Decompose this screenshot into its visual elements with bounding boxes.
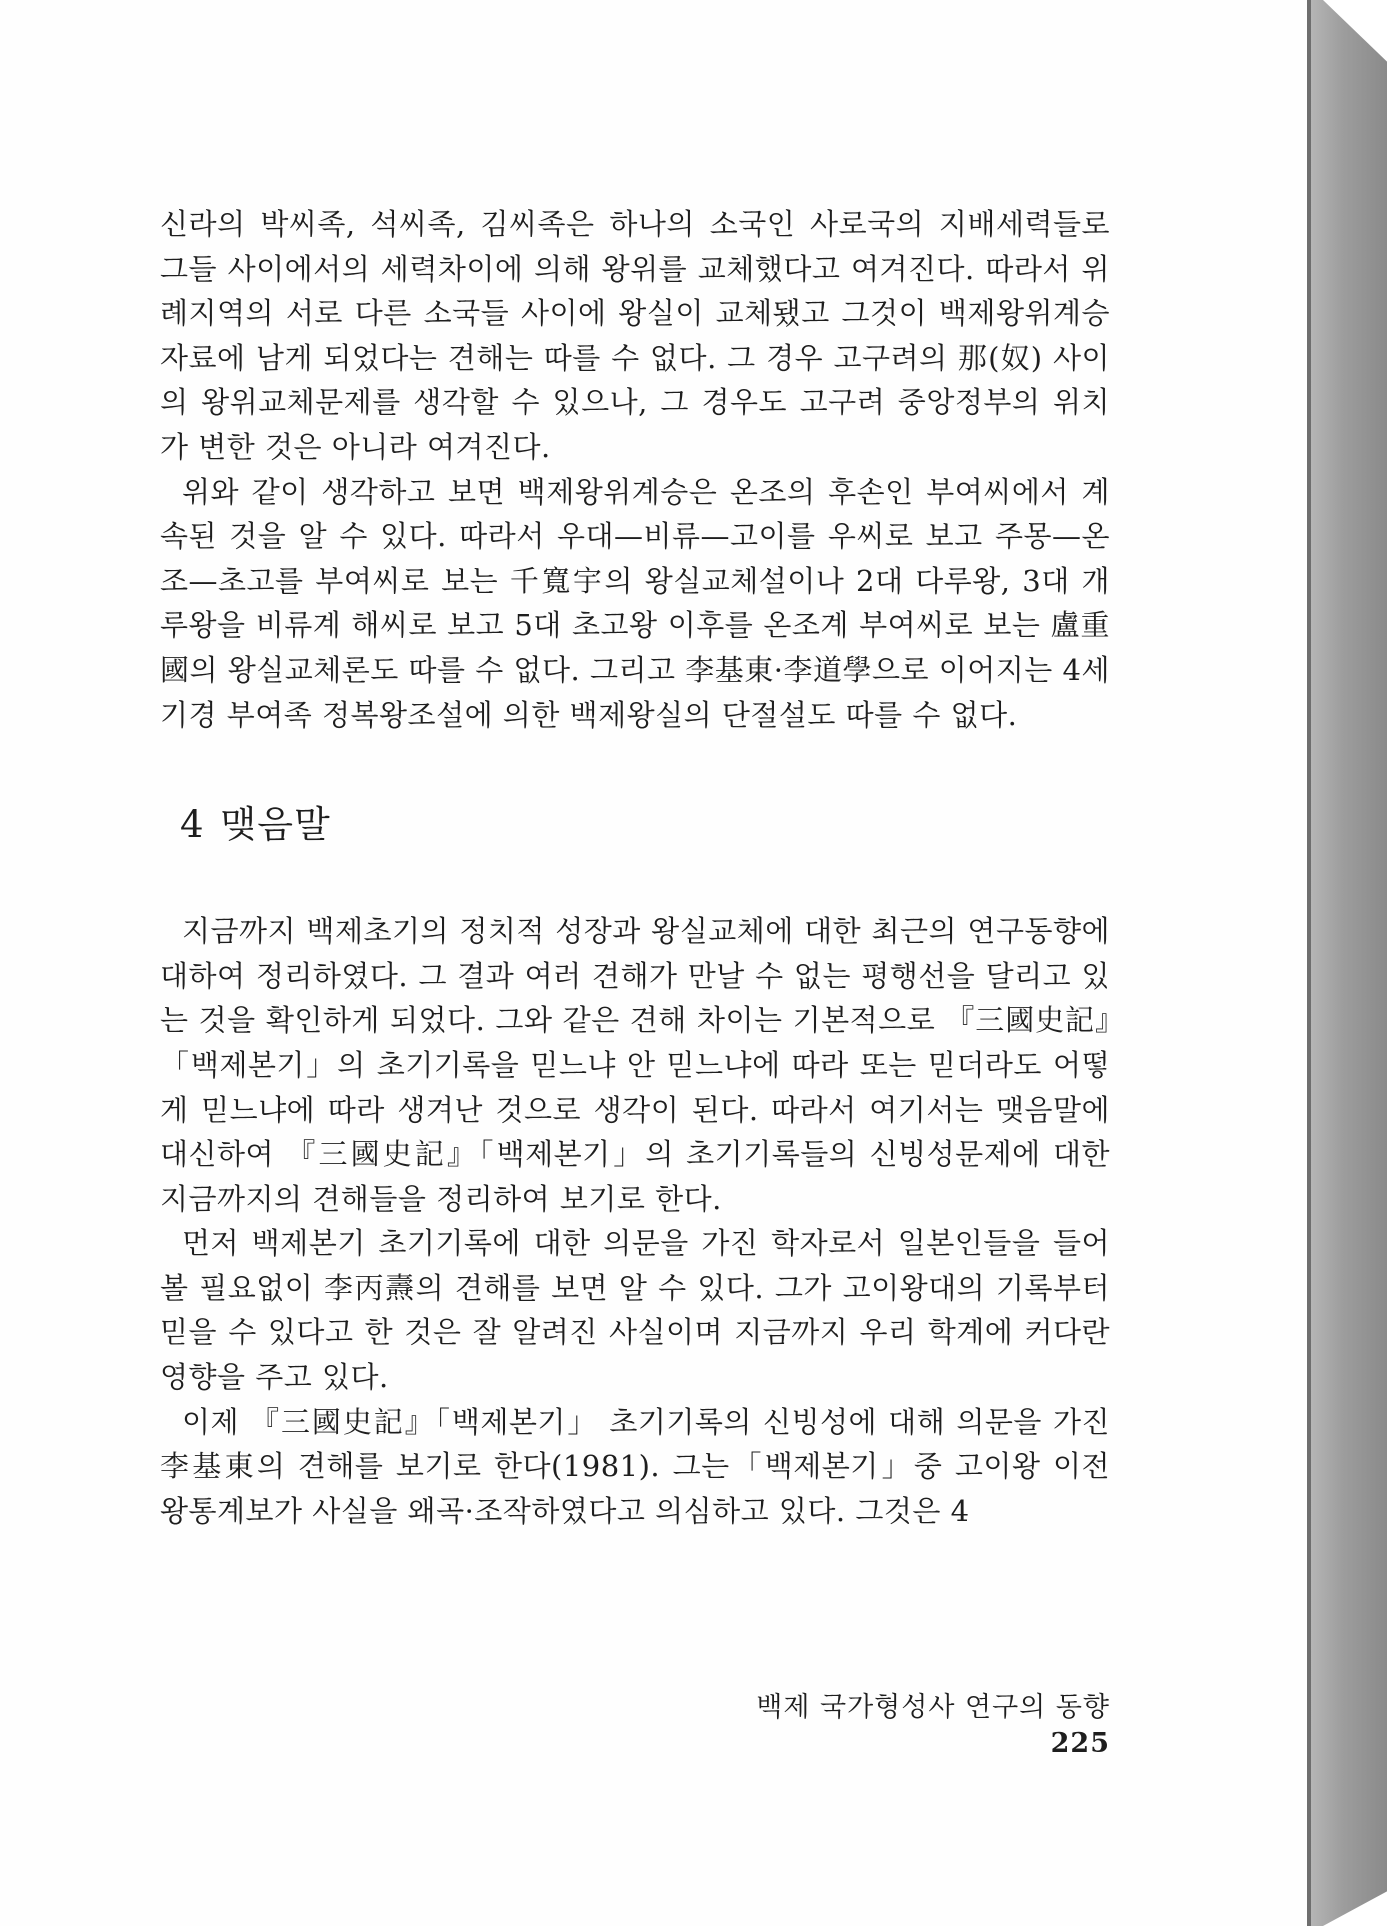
- page-stack-edge: [1307, 0, 1387, 1926]
- paragraph-5: 이제 『三國史記』「백제본기」 초기기록의 신빙성에 대해 의문을 가진 李基東의 견해를 보기로 한다(1981). 그는「백제본기」중 고이왕 이전 왕통계보가 사실을 왜곡·조작하였다고 의심하고 있다. 그것은 4: [160, 1404, 1110, 1528]
- page-body: [160, 202, 1110, 1533]
- running-title: 백제 국가형성사 연구의 동향: [756, 1692, 1110, 1723]
- section-title: 맺음말: [220, 803, 331, 847]
- paragraph-4: 먼저 백제본기 초기기록에 대한 의문을 가진 학자로서 일본인들을 들어볼 필요없이 李丙燾의 견해를 보면 알 수 있다. 그가 고이왕대의 기록부터 믿을 수 있다고 한 것은 잘 알려진 사실이며 지금까지 우리 학계에 커다란 영향을 주고 있다.: [160, 1226, 1110, 1395]
- paragraph-1: 신라의 박씨족, 석씨족, 김씨족은 하나의 소국인 사로국의 지배세력들로 그들 사이에서의 세력차이에 의해 왕위를 교체했다고 여겨진다. 따라서 위례지역의 서로 다른 소국들 사이에 왕실이 교체됐고 그것이 백제왕위계승자료에 남게 되었다는 견해는 따를 수 없다. 그 경우 고구려의 那(奴) 사이의 왕위교체문제를 생각할 수 있으나, 그 경우도 고구려 중앙정부의 위치가 변한 것은 아니라 여겨진다.: [160, 207, 1110, 464]
- section-heading: [180, 803, 1110, 847]
- paragraph-3: 지금까지 백제초기의 정치적 성장과 왕실교체에 대한 최근의 연구동향에 대하여 정리하였다. 그 결과 여러 견해가 만날 수 없는 평행선을 달리고 있는 것을 확인하게 되었다. 그와 같은 견해 차이는 기본적으로 『三國史記』「백제본기」의 초기기록을 믿느냐 안 믿느냐에 따라 또는 믿더라도 어떻게 믿느냐에 따라 생겨난 것으로 생각이 된다. 따라서 여기서는 맺음말에 대신하여 『三國史記』「백제본기」의 초기기록들의 신빙성문제에 대한 지금까지의 견해들을 정리하여 보기로 한다.: [160, 914, 1110, 1216]
- page-number: 225: [1050, 1728, 1110, 1759]
- paragraph-2: 위와 같이 생각하고 보면 백제왕위계승은 온조의 후손인 부여씨에서 계속된 것을 알 수 있다. 따라서 우대—비류—고이를 우씨로 보고 주몽—온조—초고를 부여씨로 보는 千寬宇의 왕실교체설이나 2대 다루왕, 3대 개루왕을 비류계 해씨로 보고 5대 초고왕 이후를 온조계 부여씨로 보는 盧重國의 왕실교체론도 따를 수 없다. 그리고 李基東·李道學으로 이어지는 4세기경 부여족 정복왕조설에 의한 백제왕실의 단절설도 따를 수 없다.: [160, 474, 1110, 732]
- page-footer: [684, 1690, 1110, 1762]
- page-edge-line: [1307, 0, 1311, 1926]
- section-number: 4: [180, 803, 205, 847]
